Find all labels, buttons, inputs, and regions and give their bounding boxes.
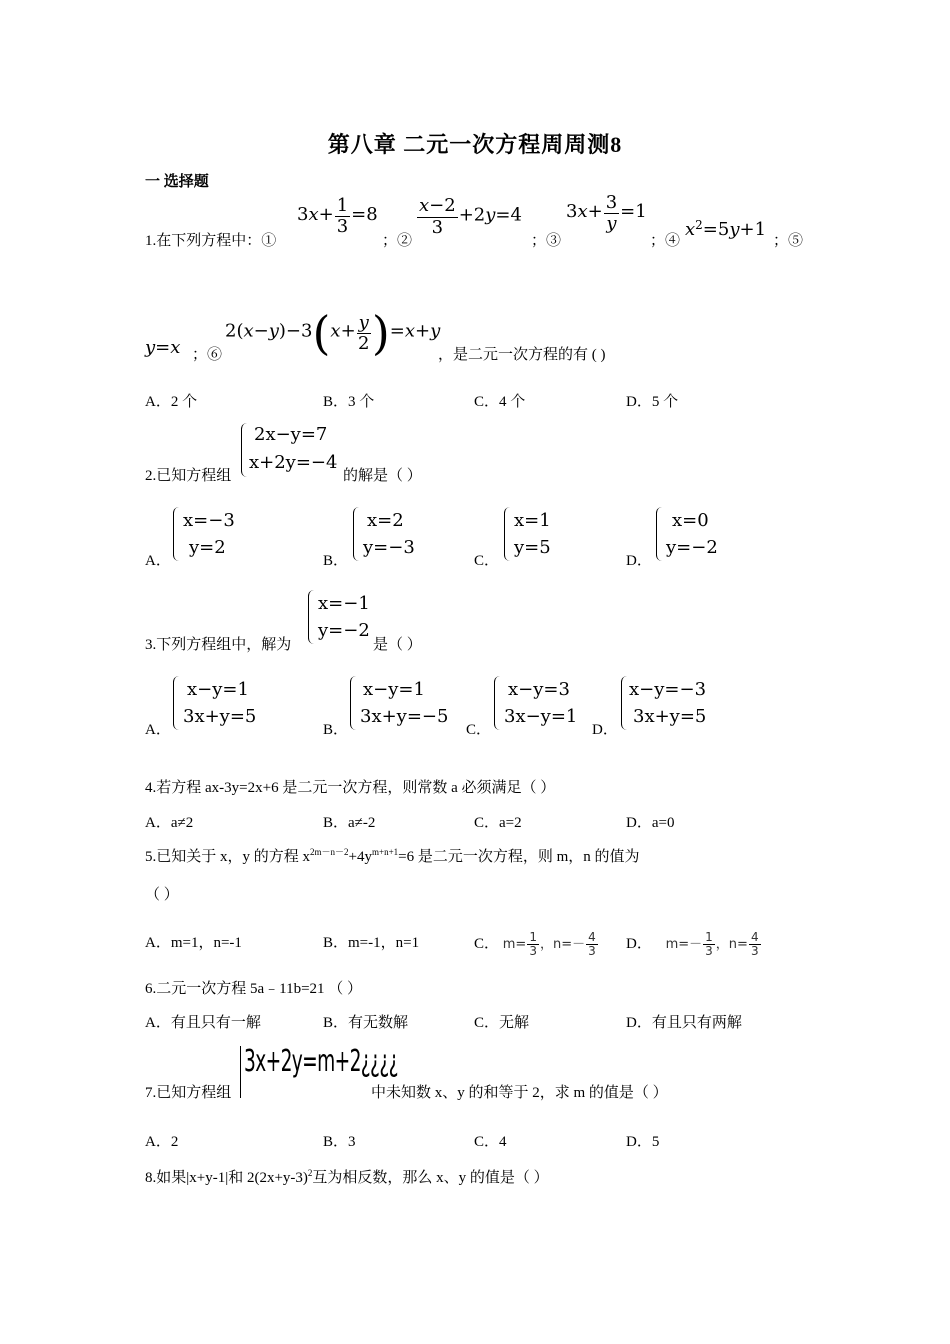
q1-option-b[interactable]: B．3 个 xyxy=(323,394,375,410)
q2-option-c-eq-2: y=5 xyxy=(514,537,551,558)
q1-option-a[interactable]: A．2 个 xyxy=(145,394,198,410)
q1-sep-3: ；④ xyxy=(650,233,681,249)
q2-label-b: B． xyxy=(323,553,349,569)
q2-eq-1: 2x−y=7 xyxy=(254,424,328,445)
q5-paren: （ ） xyxy=(145,887,179,903)
q7-option-b[interactable]: B．3 xyxy=(323,1134,356,1150)
q1-formula-5: y=x xyxy=(145,337,181,358)
q1-formula-3: 3x+ $\frac{3}{y}$ =1 xyxy=(566,192,647,234)
q1-option-d[interactable]: D．5 个 xyxy=(626,394,679,410)
q3-option-d[interactable] xyxy=(621,676,721,732)
q2-option-a-eq-2: y=2 xyxy=(189,537,226,558)
q5-option-c[interactable] xyxy=(474,931,599,958)
q3-option-b-eq-2: 3x+y=−5 xyxy=(360,706,449,727)
q4-text: 4.若方程 ax-3y=2x+6 是二元一次方程，则常数 a 必须满足（ ） xyxy=(145,780,556,796)
q2-eq-2: x+2y=−4 xyxy=(249,452,338,473)
q6-option-c[interactable]: C．无解 xyxy=(474,1015,530,1031)
q3-option-b[interactable] xyxy=(350,676,460,732)
q5-option-d[interactable] xyxy=(626,931,762,958)
q3-eq-2: y=−2 xyxy=(318,620,370,641)
q1-option-c[interactable]: C．4 个 xyxy=(474,394,526,410)
q2-option-b-eq-2: y=−3 xyxy=(363,537,415,558)
q3-label-a: A． xyxy=(145,722,171,738)
page-title: 第八章 二元一次方程周周测8 xyxy=(327,132,623,157)
q7-brace xyxy=(240,1046,241,1098)
q1-formula-1: 3x+ $\frac{1}{3}$ =8 xyxy=(297,195,378,237)
q3-suffix: 是（ ） xyxy=(373,637,422,653)
q1-prefix: 1.在下列方程中：① xyxy=(145,233,277,249)
q3-eq-1: x=−1 xyxy=(318,593,370,614)
q2-option-b-eq-1: x=2 xyxy=(367,510,404,531)
q3-label-d: D． xyxy=(592,722,618,738)
q2-option-b[interactable] xyxy=(353,507,433,563)
q1-sep-4: ；⑤ xyxy=(773,233,804,249)
q4-option-d[interactable]: D．a=0 xyxy=(626,815,675,831)
q7-formula: 3x+2y=m+2¿¿¿¿ xyxy=(244,1044,398,1079)
q2-label-a: A． xyxy=(145,553,171,569)
q5-option-a[interactable]: A．m=1，n=-1 xyxy=(145,935,242,951)
q3-option-a[interactable] xyxy=(173,676,273,732)
q7-option-d[interactable]: D．5 xyxy=(626,1134,660,1150)
q5-exponent-1: 2m－n－2 xyxy=(310,847,349,857)
q8-text-a: 8.如果|x+y-1|和 2(2x+y-3) xyxy=(145,1170,308,1186)
q3-option-d-eq-2: 3x+y=5 xyxy=(633,706,707,727)
q4-option-c[interactable]: C．a=2 xyxy=(474,815,522,831)
q4-option-a[interactable]: A．a≠2 xyxy=(145,815,194,831)
q7-option-c[interactable]: C．4 xyxy=(474,1134,507,1150)
q5-text-c: =6 是二元一次方程，则 m，n 的值为 xyxy=(398,849,640,865)
q3-label-b: B． xyxy=(323,722,349,738)
q2-suffix: 的解是（ ） xyxy=(343,468,422,484)
q5-exponent-2: m+n+1 xyxy=(372,847,399,857)
q3-option-b-eq-1: x−y=1 xyxy=(363,679,425,700)
q5-text-b: +4y xyxy=(348,849,372,865)
q8-text xyxy=(145,1166,549,1187)
q3-system xyxy=(308,590,378,646)
q2-option-d-eq-1: x=0 xyxy=(672,510,709,531)
q5-option-d-formula-render: m=－ $\frac{1}{3}$ ，n= $\frac{4}{3}$ xyxy=(665,930,759,958)
q7-option-a[interactable]: A．2 xyxy=(145,1134,179,1150)
q8-exponent: 2 xyxy=(307,1168,313,1178)
q2-label-d: D． xyxy=(626,553,652,569)
q1-sep-2: ；③ xyxy=(531,233,562,249)
q6-option-b[interactable]: B．有无数解 xyxy=(323,1015,409,1031)
q2-option-d-eq-2: y=−2 xyxy=(666,537,718,558)
q3-label-c: C． xyxy=(466,722,492,738)
q5-option-c-label: C． xyxy=(474,935,500,952)
q1-formula-4: $x^2=5y+1$ xyxy=(685,218,767,240)
q7-suffix: 中未知数 x、y 的和等于 2，求 m 的值是（ ） xyxy=(371,1085,668,1101)
q1-suffix: ，是二元一次方程的有 ( ) xyxy=(438,347,606,363)
q1-sep-1: ；② xyxy=(382,233,413,249)
q5-option-b[interactable]: B．m=-1，n=1 xyxy=(323,935,420,951)
q2-option-c[interactable] xyxy=(504,507,574,563)
q3-option-a-eq-2: 3x+y=5 xyxy=(183,706,257,727)
q3-option-c-eq-2: 3x−y=1 xyxy=(504,706,578,727)
q2-system xyxy=(241,423,351,479)
q5-option-d-label: D． xyxy=(626,935,652,952)
q2-option-a[interactable] xyxy=(173,507,253,563)
q6-option-d[interactable]: D．有且只有两解 xyxy=(626,1015,742,1031)
q6-option-a[interactable]: A．有且只有一解 xyxy=(145,1015,261,1031)
q5-text xyxy=(145,845,640,866)
q2-label-c: C． xyxy=(474,553,500,569)
q6-text: 6.二元一次方程 5a﹣11b=21 （ ） xyxy=(145,981,363,997)
q3-option-c[interactable] xyxy=(494,676,594,732)
q1-formula-2: $\frac{x-2}{3}$ +2y=4 xyxy=(419,195,522,238)
q5-option-c-formula-render: m= $\frac{1}{3}$ ，n=－ $\frac{4}{3}$ xyxy=(502,930,596,958)
q1-sep-5: ；⑥ xyxy=(192,347,223,363)
q2-option-a-eq-1: x=−3 xyxy=(183,510,235,531)
q8-text-b: 互为相反数，那么 x、y 的值是（ ） xyxy=(312,1170,549,1186)
section-heading: 一 选择题 xyxy=(145,174,209,190)
q3-option-a-eq-1: x−y=1 xyxy=(187,679,249,700)
q1-formula-6: 2(x−y)−3(x+ $\frac{y}{2}$ )=x+y xyxy=(225,306,441,360)
q4-option-b[interactable]: B．a≠-2 xyxy=(323,815,376,831)
q7-prefix: 7.已知方程组 xyxy=(145,1085,232,1101)
q2-option-d[interactable] xyxy=(656,507,736,563)
q5-text-a: 5.已知关于 x，y 的方程 x xyxy=(145,849,311,865)
q3-option-c-eq-1: x−y=3 xyxy=(508,679,570,700)
q1-m1 xyxy=(0,0,1,1)
q2-prefix: 2.已知方程组 xyxy=(145,468,232,484)
q2-option-c-eq-1: x=1 xyxy=(514,510,551,531)
q3-option-d-eq-1: x−y=−3 xyxy=(629,679,707,700)
q3-prefix: 3.下列方程组中，解为 xyxy=(145,637,292,653)
